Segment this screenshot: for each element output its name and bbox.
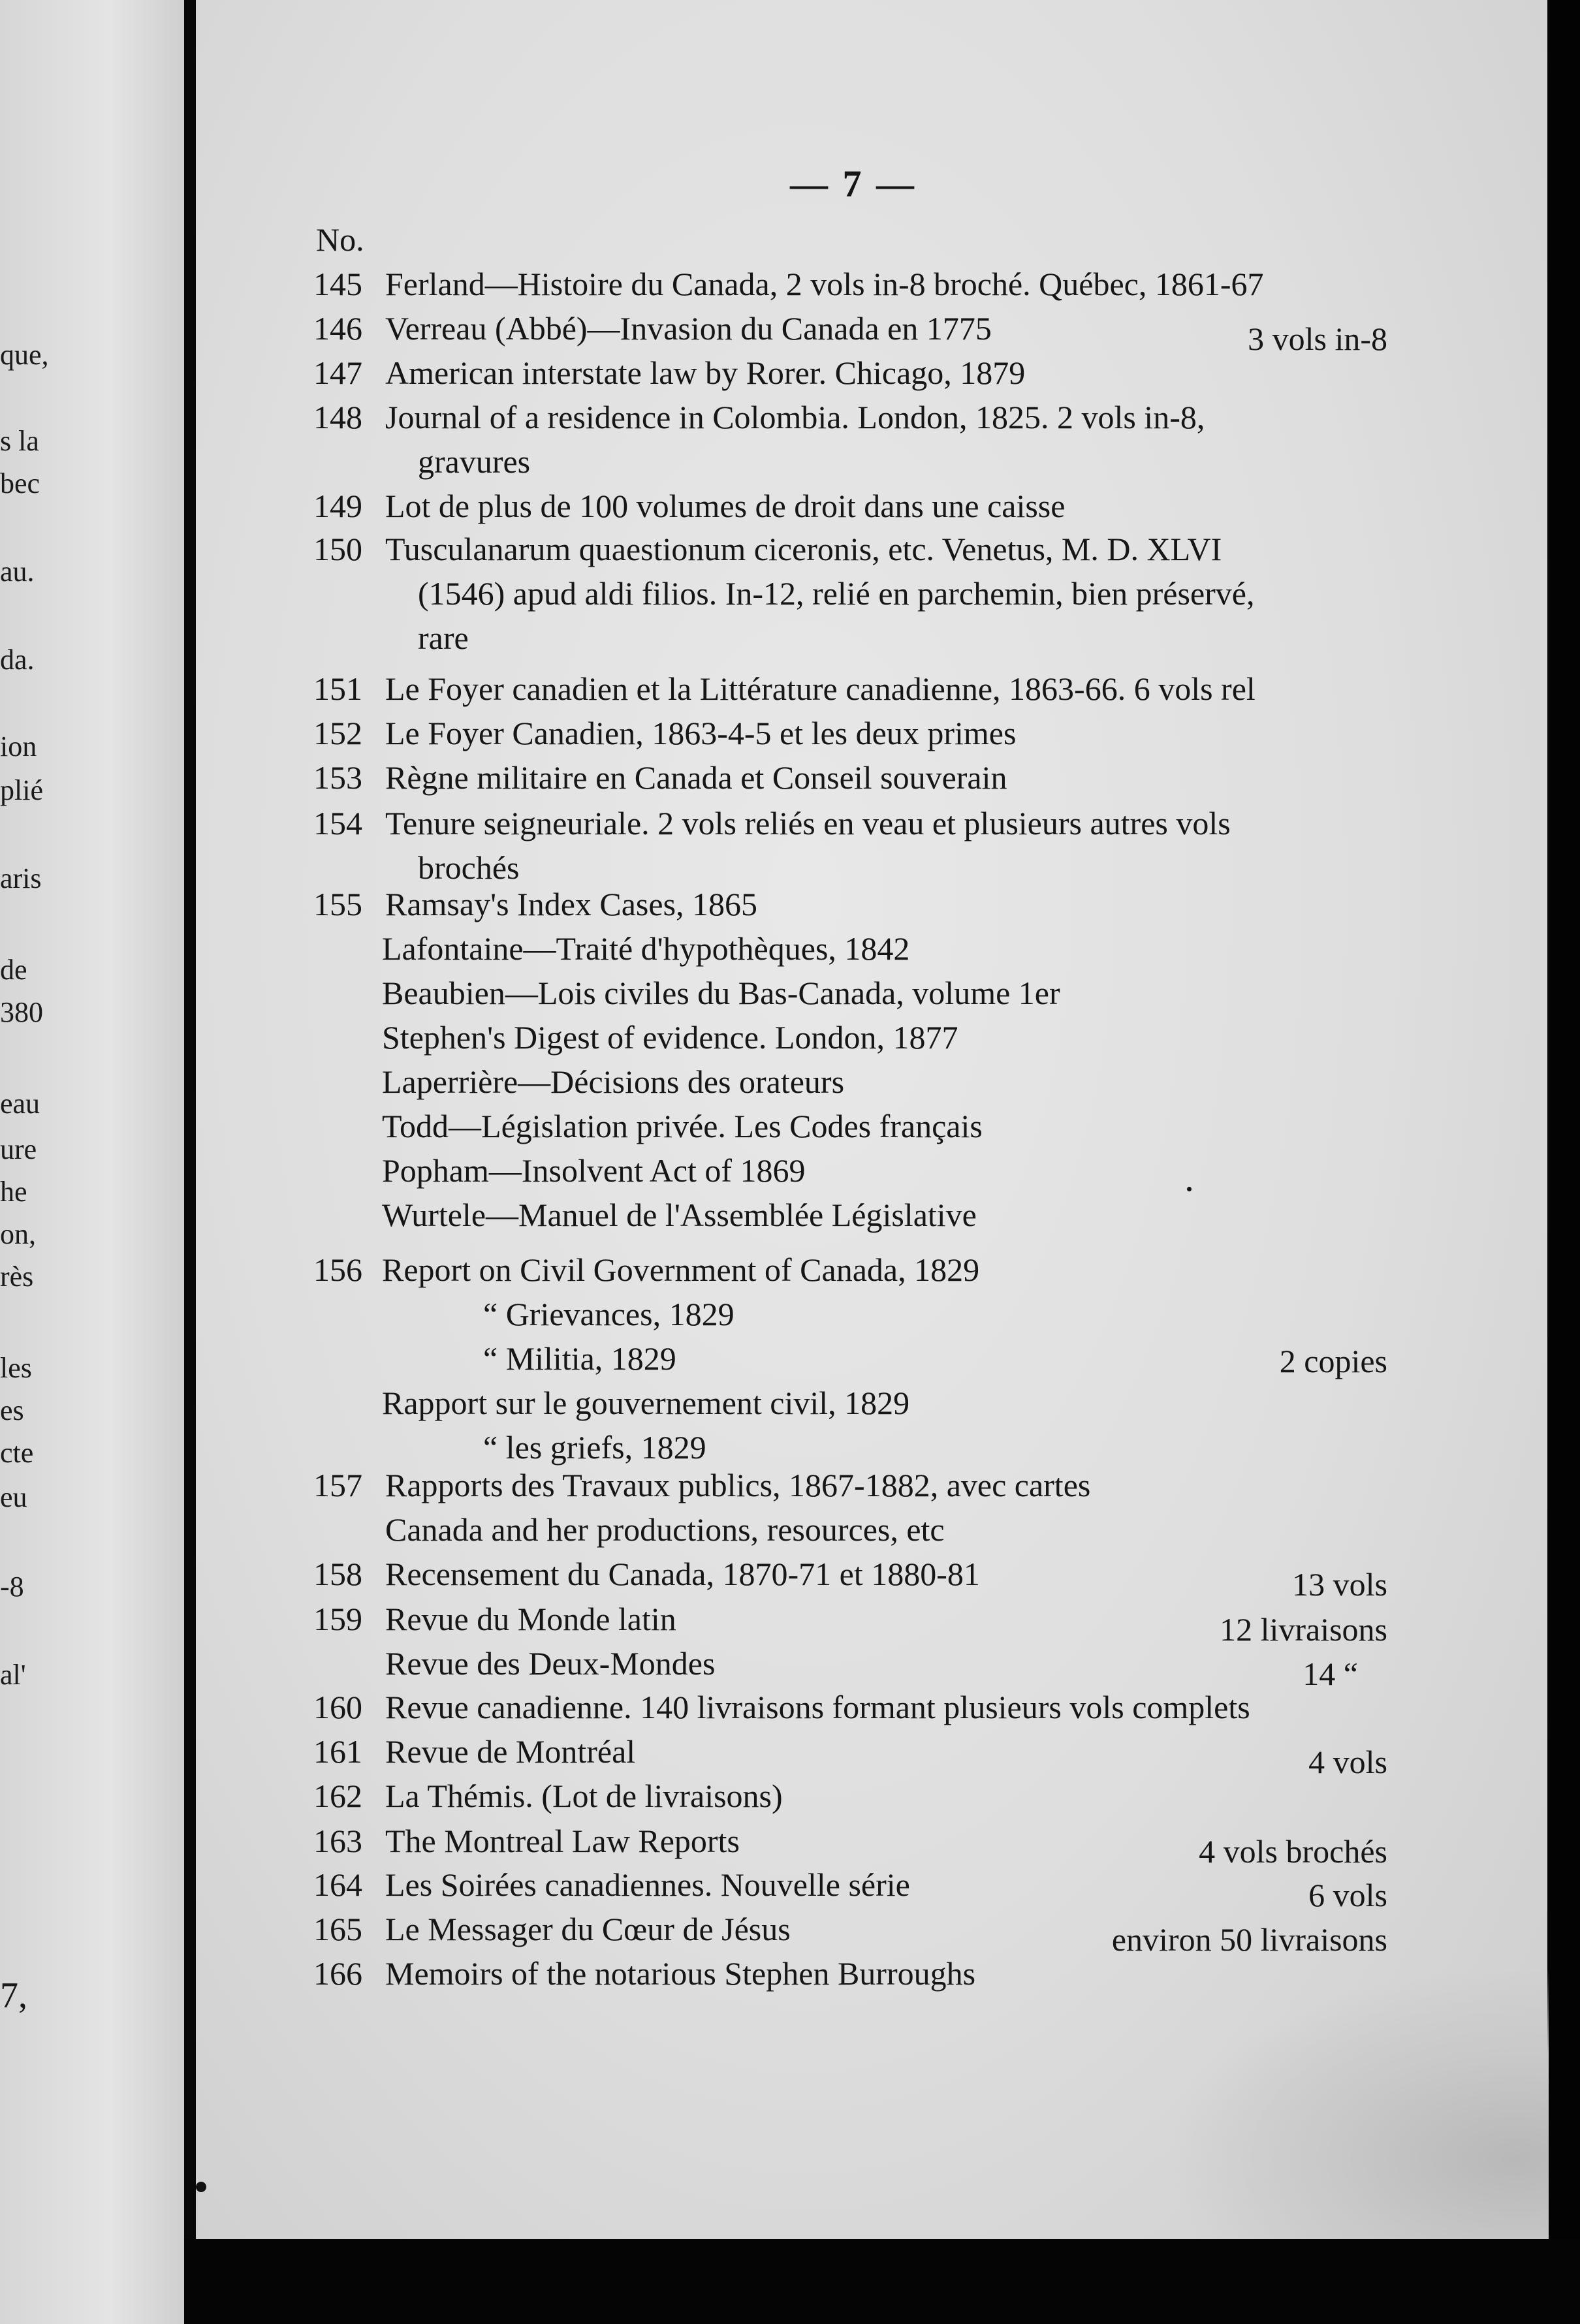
left-fragment: les xyxy=(0,1352,32,1384)
left-fragment: es xyxy=(0,1394,24,1426)
entry-text-line: Memoirs of the notarious Stephen Burroughs xyxy=(385,1955,976,1992)
left-fragment: eau xyxy=(0,1088,40,1120)
entry-number: 157 xyxy=(313,1467,362,1503)
entry-text-line: Le Foyer canadien et la Littérature canadienne, 1863-66. 6 vols rel xyxy=(385,670,1256,707)
left-fragment: on, xyxy=(0,1218,36,1250)
water-stain xyxy=(1175,1971,1580,2239)
entry-number: 166 xyxy=(313,1955,362,1992)
left-fragment: 7, xyxy=(0,1975,27,2016)
entry-number: 155 xyxy=(313,886,362,922)
entry-number: 164 xyxy=(313,1866,362,1903)
entry-text-line: Revue du Monde latin xyxy=(385,1601,676,1637)
entry-text-line: Le Foyer Canadien, 1863-4-5 et les deux primes xyxy=(385,715,1017,751)
entry-right-note: 3 vols in-8 xyxy=(1248,321,1387,357)
entry-text-line: Report on Civil Government of Canada, 1829 xyxy=(382,1251,980,1288)
entry-text-line: Rapports des Travaux publics, 1867-1882, avec cartes xyxy=(385,1467,1091,1503)
entry-text-line: Canada and her productions, resources, etc xyxy=(385,1511,945,1548)
entry-number: 153 xyxy=(313,759,362,796)
entry-text-line: Stephen's Digest of evidence. London, 1877 xyxy=(382,1019,958,1056)
left-fragment: au. xyxy=(0,556,35,588)
left-facing-page xyxy=(0,0,184,2324)
left-fragment: de xyxy=(0,954,27,986)
entry-number: 161 xyxy=(313,1733,362,1770)
entry-text-line: Règne militaire en Canada et Conseil souverain xyxy=(385,759,1007,796)
left-fragment: da. xyxy=(0,644,35,676)
entry-right-note: 12 livraisons xyxy=(1220,1611,1387,1648)
right-border xyxy=(1549,0,1580,2324)
entry-right-note: 2 copies xyxy=(1279,1343,1387,1379)
entry-right-note: 14 “ xyxy=(1303,1656,1358,1692)
entry-number: 163 xyxy=(313,1823,362,1859)
entry-text-line: (1546) apud aldi filios. In-12, relié en parchemin, bien préservé, xyxy=(418,575,1255,612)
left-fragment: 380 xyxy=(0,996,43,1028)
entry-right-note: 4 vols xyxy=(1308,1744,1387,1780)
entry-right-note: 13 vols xyxy=(1292,1566,1387,1603)
entry-text-line: “ Grievances, 1829 xyxy=(483,1296,735,1332)
entry-text-line: Ramsay's Index Cases, 1865 xyxy=(385,886,758,922)
entry-right-note: environ 50 livraisons xyxy=(1111,1921,1387,1958)
left-fragment: que, xyxy=(0,339,49,371)
entry-number: 145 xyxy=(313,266,362,302)
entry-text-line: Les Soirées canadiennes. Nouvelle série xyxy=(385,1866,910,1903)
left-fragment: -8 xyxy=(0,1571,24,1603)
left-fragment: ion xyxy=(0,730,37,762)
entry-number: 160 xyxy=(313,1689,362,1725)
ink-speck xyxy=(196,2182,206,2192)
entry-text-line: Beaubien—Lois civiles du Bas-Canada, volume 1er xyxy=(382,975,1060,1011)
entry-text-line: Revue de Montréal xyxy=(385,1733,636,1770)
entry-text-line: Le Messager du Cœur de Jésus xyxy=(385,1911,791,1947)
left-fragment: aris xyxy=(0,862,42,894)
entry-text-line: Tusculanarum quaestionum ciceronis, etc. Venetus, M. D. XLVI xyxy=(385,531,1222,567)
left-fragment: ure xyxy=(0,1133,37,1165)
entry-text-line: gravures xyxy=(418,443,531,480)
left-fragment: bec xyxy=(0,467,40,499)
entry-number: 159 xyxy=(313,1601,362,1637)
entry-right-note: 4 vols brochés xyxy=(1199,1833,1387,1870)
left-fragment: s la xyxy=(0,425,39,457)
entry-right-note: 6 vols xyxy=(1308,1877,1387,1913)
entry-text-line: rare xyxy=(418,620,469,656)
ink-speck xyxy=(1187,1187,1192,1191)
entry-number: 158 xyxy=(313,1556,362,1592)
entry-number: 149 xyxy=(313,488,362,524)
left-fragment: eu xyxy=(0,1481,27,1513)
entry-text-line: Todd—Législation privée. Les Codes français xyxy=(382,1108,983,1144)
entry-text-line: Ferland—Histoire du Canada, 2 vols in-8 broché. Québec, 1861-67 xyxy=(385,266,1264,302)
entry-text-line: La Thémis. (Lot de livraisons) xyxy=(385,1778,783,1814)
entry-text-line: brochés xyxy=(418,849,520,886)
entry-text-line: Wurtele—Manuel de l'Assemblée Législative xyxy=(382,1197,977,1233)
left-fragment: rès xyxy=(0,1261,34,1293)
left-fragment: plié xyxy=(0,774,43,806)
bottom-border xyxy=(184,2239,1580,2324)
page-number: — 7 — xyxy=(790,163,917,205)
left-fragment: cte xyxy=(0,1437,34,1469)
left-fragment: he xyxy=(0,1176,27,1208)
number-column-header: No. xyxy=(316,221,364,258)
left-fragment: al' xyxy=(0,1659,26,1691)
entry-text-line: “ Militia, 1829 xyxy=(483,1340,676,1377)
entry-text-line: Revue des Deux-Mondes xyxy=(385,1645,716,1682)
entry-text-line: Rapport sur le gouvernement civil, 1829 xyxy=(382,1385,910,1421)
entry-number: 148 xyxy=(313,399,362,435)
entry-text-line: The Montreal Law Reports xyxy=(385,1823,740,1859)
entry-number: 165 xyxy=(313,1911,362,1947)
entry-text-line: Laperrière—Décisions des orateurs xyxy=(382,1063,845,1100)
entry-number: 154 xyxy=(313,805,362,841)
entry-number: 162 xyxy=(313,1778,362,1814)
entry-number: 146 xyxy=(313,310,362,347)
entry-text-line: “ les griefs, 1829 xyxy=(483,1429,706,1466)
entry-text-line: Journal of a residence in Colombia. London, 1825. 2 vols in-8, xyxy=(385,399,1205,435)
entry-text-line: American interstate law by Rorer. Chicago, 1879 xyxy=(385,354,1026,391)
entry-number: 151 xyxy=(313,670,362,707)
entry-number: 156 xyxy=(313,1251,362,1288)
entry-text-line: Recensement du Canada, 1870-71 et 1880-81 xyxy=(385,1556,980,1592)
entry-text-line: Lot de plus de 100 volumes de droit dans une caisse xyxy=(385,488,1066,524)
entry-text-line: Verreau (Abbé)—Invasion du Canada en 1775 xyxy=(385,310,992,347)
entry-text-line: Lafontaine—Traité d'hypothèques, 1842 xyxy=(382,930,910,967)
entry-text-line: Tenure seigneuriale. 2 vols reliés en veau et plusieurs autres vols xyxy=(385,805,1231,841)
entry-number: 147 xyxy=(313,354,362,391)
entry-text-line: Popham—Insolvent Act of 1869 xyxy=(382,1152,806,1189)
entry-number: 152 xyxy=(313,715,362,751)
entry-text-line: Revue canadienne. 140 livraisons formant plusieurs vols complets xyxy=(385,1689,1250,1725)
entry-number: 150 xyxy=(313,531,362,567)
